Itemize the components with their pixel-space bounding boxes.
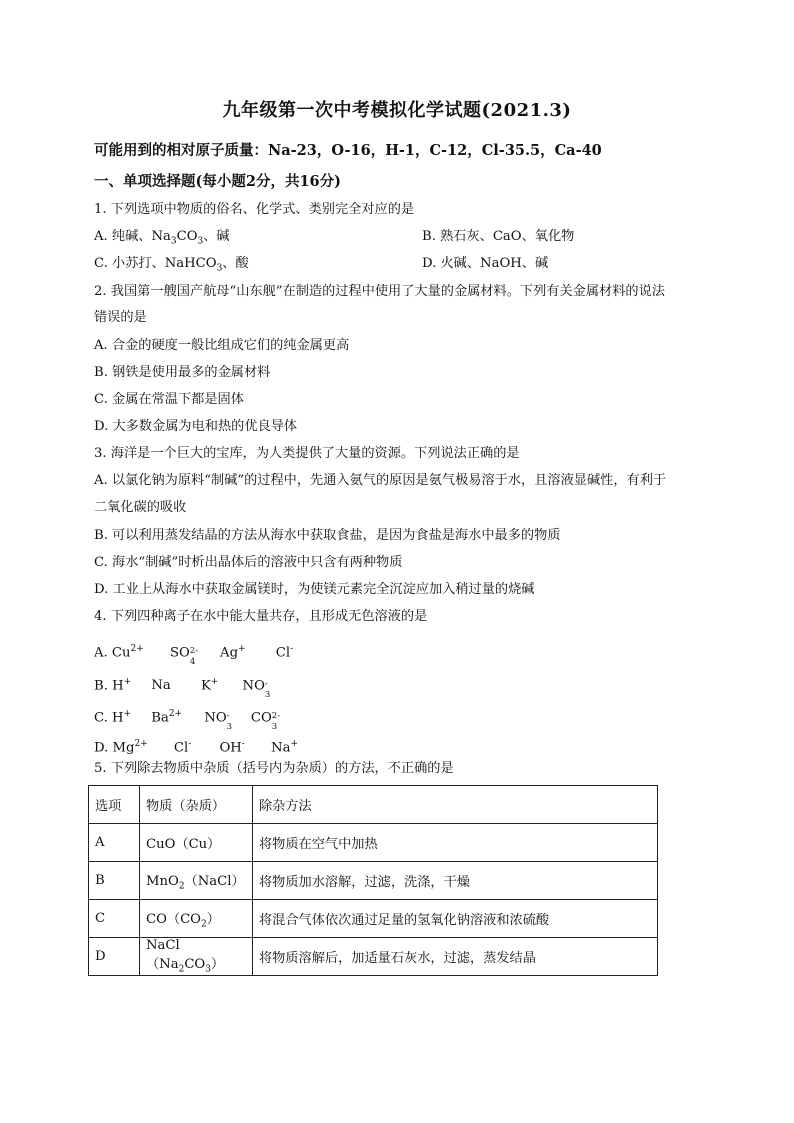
q2-option-c: C. 金属在常温下都是固体 — [94, 392, 244, 407]
q4-option-b — [94, 673, 277, 700]
q1-option-c: C. 小苏打、NaHCO$_3$、酸 — [94, 256, 249, 274]
table-cell-option: C — [89, 900, 140, 938]
ion-cu: A. $Cu^{2+}$ — [94, 644, 144, 661]
ion-na: Na — [151, 678, 171, 694]
ion-hydroxide: OH- — [219, 739, 245, 756]
table-header-cell: 选项 — [89, 786, 140, 824]
q2-option-b: B. 钢铁是使用最多的金属材料 — [94, 365, 271, 380]
ion-ba: $Ba^{2+}$ — [151, 709, 183, 726]
table-header-cell: 物质（杂质） — [140, 786, 253, 824]
q1-option-a: A. 纯碱、$Na_3CO_3$、碱 — [94, 229, 230, 247]
q4-option-c — [94, 705, 284, 732]
q3-option-c: C. 海水“制碱”时析出晶体后的溶液中只含有两种物质 — [94, 555, 403, 570]
ion-h: B. H+ — [94, 677, 132, 694]
table-cell-option: B — [89, 862, 140, 900]
ion-na: Na+ — [271, 739, 298, 756]
q1-option-d: D. 火碱、NaOH、碱 — [422, 256, 549, 271]
ion-mg: D. $Mg^{2+}$ — [94, 739, 148, 756]
table-cell-substance: CuO（Cu） — [140, 824, 253, 862]
ion-h: C. H+ — [94, 709, 132, 726]
q2-option-a: A. 合金的硬度一般比组成它们的纯金属更高 — [94, 338, 350, 353]
purification-table — [88, 785, 658, 976]
q3-option-b: B. 可以利用蒸发结晶的方法从海水中获取食盐，是因为食盐是海水中最多的物质 — [94, 528, 561, 543]
ion-ag: Ag+ — [220, 644, 246, 661]
ion-nitrate: NO - 3 — [204, 710, 233, 732]
table-cell-substance: $CO(CO_2)$ — [140, 900, 253, 938]
q1-stem: 1. 下列选项中物质的俗名、化学式、类别完全对应的是 — [94, 202, 415, 217]
q2-option-d: D. 大多数金属为电和热的优良导体 — [94, 419, 298, 434]
table-cell-method: 将混合气体依次通过足量的氢氧化钠溶液和浓硫酸 — [253, 900, 658, 938]
table-row — [89, 900, 658, 938]
ion-nitrate: NO - 3 — [242, 678, 271, 700]
section-heading: 一、单项选择题(每小题2分，共16分) — [94, 173, 341, 190]
table-row — [89, 862, 658, 900]
atomic-masses-note: 可能用到的相对原子质量：Na-23，O-16，H-1，C-12，Cl-35.5，Ca-40 — [94, 142, 602, 159]
q3-option-a-line2: 二氧化碳的吸收 — [94, 500, 187, 515]
table-cell-option: D — [89, 938, 140, 976]
q4-option-d — [94, 735, 298, 757]
q3-option-a-line1: A. 以氯化钠为原料“制碱”的过程中，先通入氨气的原因是氨气极易溶于水，且溶液显碱性，有利于 — [94, 473, 667, 488]
q3-option-d: D. 工业上从海水中获取金属镁时，为使镁元素完全沉淀应加入稍过量的烧碱 — [94, 582, 535, 597]
exam-title: 九年级第一次中考模拟化学试题(2021.3) — [222, 100, 572, 121]
table-cell-option: A — [89, 824, 140, 862]
table-cell-method: 将物质在空气中加热 — [253, 824, 658, 862]
table-row — [89, 938, 658, 976]
table-row — [89, 824, 658, 862]
ion-carbonate: CO 2- 3 — [250, 710, 281, 732]
ion-sulfate: SO 2- 4 — [169, 645, 199, 667]
table-cell-method: 将物质溶解后，加适量石灰水，过滤，蒸发结晶 — [253, 938, 658, 976]
table-header-cell: 除杂方法 — [253, 786, 658, 824]
table-cell-substance: $NaCl(Na_2CO_3)$ — [140, 938, 253, 976]
q4-stem: 4. 下列四种离子在水中能大量共存，且形成无色溶液的是 — [94, 609, 428, 624]
table-cell-substance: MnO$_2$（NaCl） — [140, 862, 253, 900]
table-cell-method: 将物质加水溶解，过滤，洗涤，干燥 — [253, 862, 658, 900]
q1-option-b: B. 熟石灰、CaO、氧化物 — [422, 229, 575, 244]
ion-cl: Cl- — [275, 644, 294, 661]
q3-stem: 3. 海洋是一个巨大的宝库，为人类提供了大量的资源。下列说法正确的是 — [94, 446, 520, 461]
q5-stem: 5. 下列除去物质中杂质（括号内为杂质）的方法，不正确的是 — [94, 761, 454, 776]
q2-stem-line1: 2. 我国第一艘国产航母“山东舰”在制造的过程中使用了大量的金属材料。下列有关金属材料的说法 — [94, 284, 665, 299]
ion-cl: Cl- — [173, 739, 192, 756]
q4-option-a — [94, 640, 294, 667]
ion-k: K+ — [200, 677, 219, 694]
table-header-row — [89, 786, 658, 824]
q2-stem-line2: 错误的是 — [94, 310, 147, 325]
